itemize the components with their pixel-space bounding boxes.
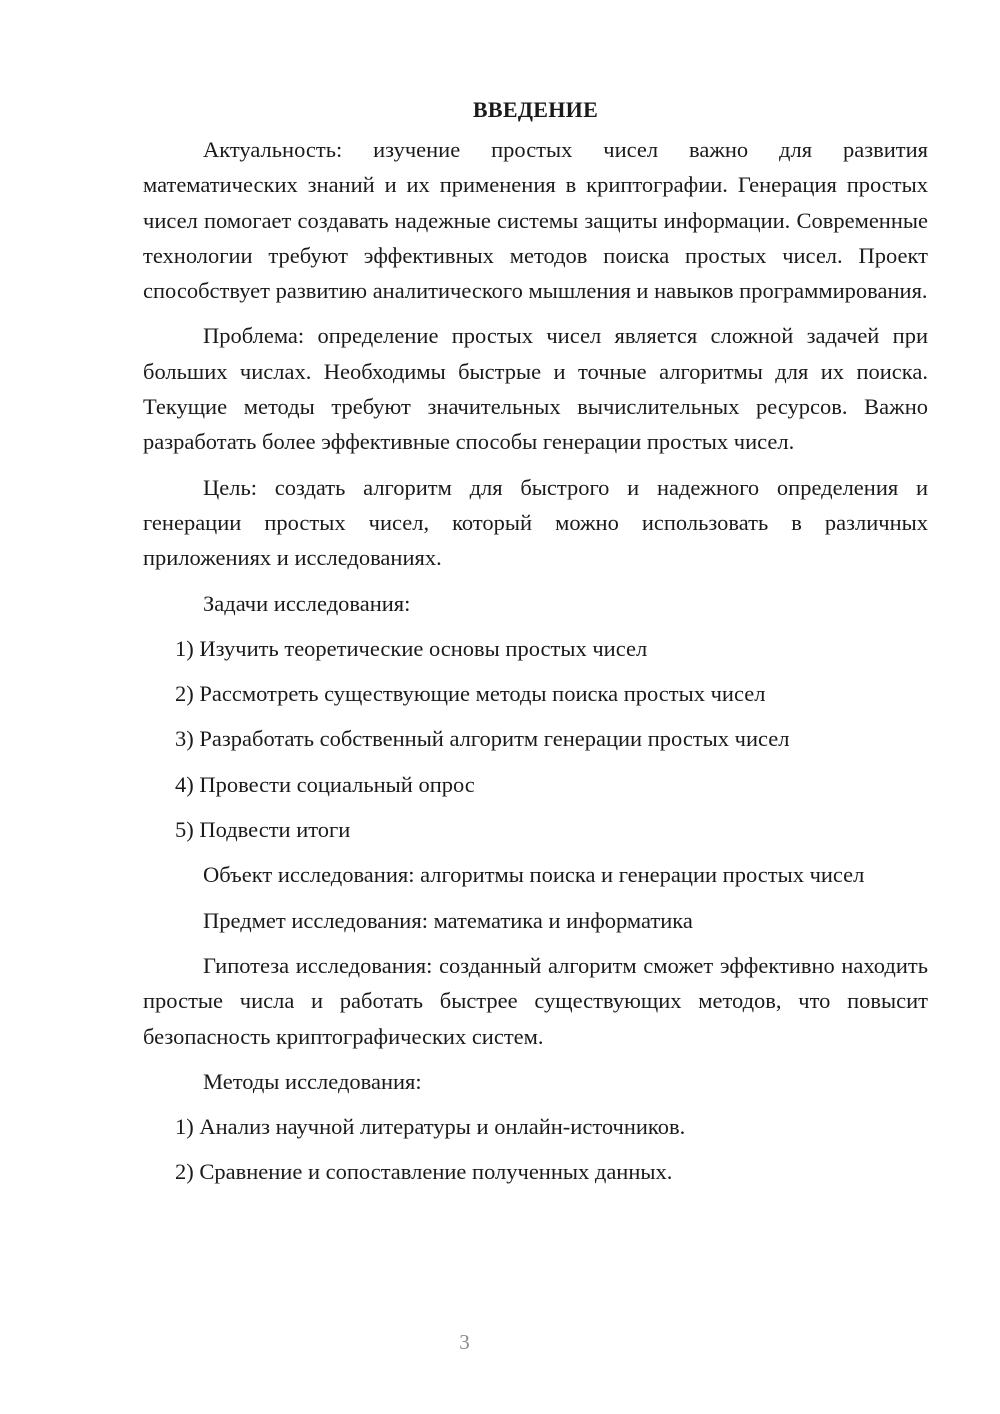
list-item: 2) Рассмотреть существующие методы поиска простых чисел <box>175 681 766 707</box>
list-item: 5) Подвести итоги <box>175 817 351 843</box>
subject-paragraph: Предмет исследования: математика и информатика <box>203 907 693 933</box>
goal-paragraph: Цель: создать алгоритм для быстрого и надежного определения и генерации простых чисел, который можно использовать в различных приложениях и исследованиях. <box>143 474 928 571</box>
page-number: 3 <box>459 1330 470 1354</box>
relevance-paragraph: Актуальность: изучение простых чисел важно для развития математических знаний и их применения в криптографии. Генерация простых чисел помогает создавать надежные системы защиты информации. Современные технологии требуют эффективных методов поиска простых чисел. Проект способствует развитию аналитического мышления и навыков программирования. <box>143 137 928 304</box>
tasks-heading: Задачи исследования: <box>203 590 411 616</box>
list-item: 1) Анализ научной литературы и онлайн-источников. <box>175 1114 686 1140</box>
methods-heading: Методы исследования: <box>203 1068 422 1094</box>
list-item: 2) Сравнение и сопоставление полученных данных. <box>175 1159 673 1185</box>
problem-paragraph: Проблема: определение простых чисел является сложной задачей при больших числах. Необходимы быстрые и точные алгоритмы для их поиска. Текущие методы требуют значительных вычислительных ресурсов. Важно разработать более эффективные способы генерации простых чисел. <box>143 323 928 455</box>
methods-list <box>143 1109 928 1190</box>
object-paragraph: Объект исследования: алгоритмы поиска и генерации простых чисел <box>203 862 865 888</box>
document-page <box>143 92 928 1200</box>
tasks-list <box>143 631 928 847</box>
page-title: ВВЕДЕНИЕ <box>472 97 599 122</box>
list-item: 3) Разработать собственный алгоритм генерации простых чисел <box>175 726 790 752</box>
hypothesis-paragraph: Гипотеза исследования: созданный алгоритм сможет эффективно находить простые числа и работать быстрее существующих методов, что повысит безопасность криптографических систем. <box>143 952 928 1049</box>
list-item: 1) Изучить теоретические основы простых чисел <box>175 635 648 661</box>
list-item: 4) Провести социальный опрос <box>175 771 475 797</box>
